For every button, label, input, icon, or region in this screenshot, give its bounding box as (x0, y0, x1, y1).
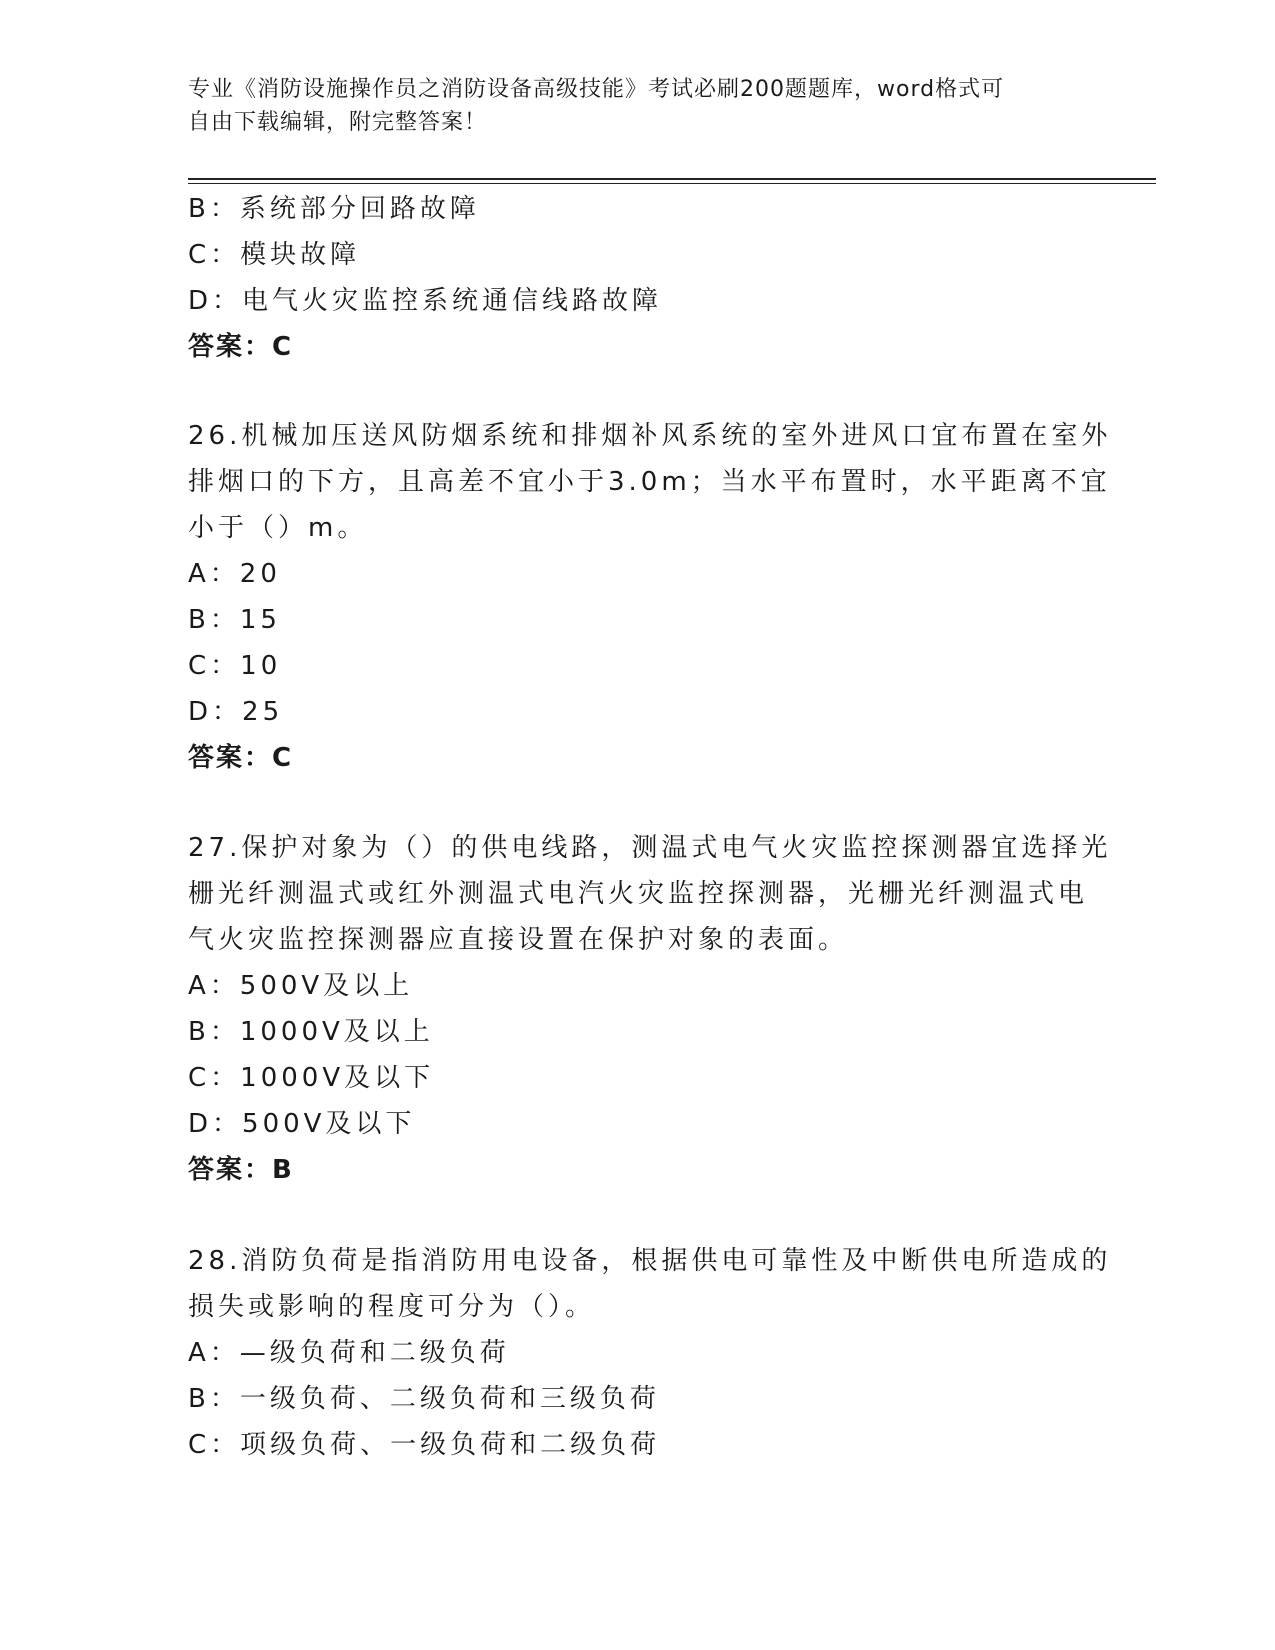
question-stem-line: 损失或影响的程度可分为（）。 (188, 1292, 596, 1322)
question-stem-line: 栅光纤测温式或红外测温式电汽火灾监控探测器，光栅光纤测温式电 (188, 879, 1089, 909)
question-stem-line: 28.消防负荷是指消防用电设备，根据供电可靠性及中断供电所造成的 (188, 1246, 1112, 1276)
option-d: D：电气火灾监控系统通信线路故障 (188, 286, 663, 316)
option-a: A：20 (188, 559, 281, 589)
option-c: C：1000V及以下 (188, 1063, 435, 1093)
header-line-2: 自由下载编辑，附完整答案！ (188, 110, 488, 135)
question-28 (188, 1238, 1112, 1468)
question-stem-line: 气火灾监控探测器应直接设置在保护对象的表面。 (188, 925, 849, 955)
option-d: D：25 (188, 697, 284, 727)
option-c: C：10 (188, 651, 282, 681)
option-a: A：500V及以上 (188, 971, 414, 1001)
option-c: C：项级负荷、一级负荷和二级负荷 (188, 1430, 661, 1460)
header-line-1: 专业《消防设施操作员之消防设备高级技能》考试必刷200题题库，word格式可 (188, 77, 1005, 102)
question-27 (188, 825, 1112, 1193)
option-d: D：500V及以下 (188, 1109, 416, 1139)
option-b: B：一级负荷、二级负荷和三级负荷 (188, 1384, 660, 1414)
option-a: A：—级负荷和二级负荷 (188, 1338, 510, 1368)
question-26 (188, 413, 1112, 781)
question-stem-line: 26.机械加压送风防烟系统和排烟补风系统的室外进风口宜布置在室外 (188, 421, 1112, 451)
answer: 答案：C (188, 743, 294, 773)
question-25-tail (188, 186, 1088, 370)
option-b: B：15 (188, 605, 281, 635)
option-c: C：模块故障 (188, 240, 361, 270)
page-header (188, 73, 1088, 139)
header-divider-thick (188, 178, 1156, 180)
option-b: B：1000V及以上 (188, 1017, 434, 1047)
question-stem-line: 小于（）m。 (188, 513, 368, 543)
question-stem-line: 27.保护对象为（）的供电线路，测温式电气火灾监控探测器宜选择光 (188, 833, 1112, 863)
header-divider-thin (188, 183, 1156, 184)
answer: 答案：C (188, 332, 294, 362)
option-b: B：系统部分回路故障 (188, 194, 480, 224)
answer: 答案：B (188, 1155, 294, 1185)
question-stem-line: 排烟口的下方，且高差不宜小于3.0m；当水平布置时，水平距离不宜 (188, 467, 1111, 497)
